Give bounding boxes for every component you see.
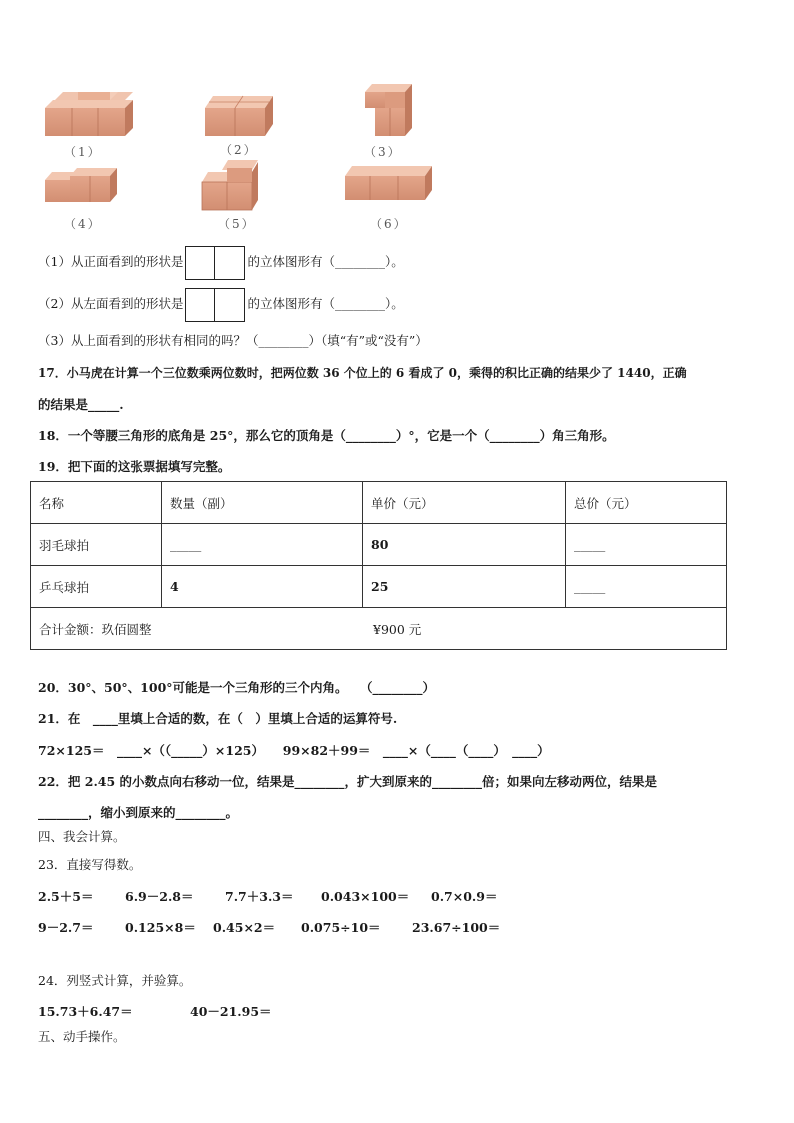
total-value: ¥900 元 bbox=[373, 621, 422, 637]
table-row bbox=[31, 524, 727, 566]
table-header: 名称 bbox=[31, 482, 162, 524]
q16-sub1-prefix: （1）从正面看到的形状是 bbox=[38, 254, 184, 269]
calc-item: 9－2.7＝ bbox=[38, 920, 94, 935]
calc-item: 7.7＋3.3＝ bbox=[225, 889, 294, 904]
table-cell: 25 bbox=[363, 566, 566, 608]
q20: 20．30°、50°、100°可能是一个三角形的三个内角。 （________） bbox=[38, 680, 436, 695]
two-square-shape bbox=[185, 288, 245, 322]
figure-label-3: （3） bbox=[364, 145, 402, 159]
section-4-heading: 四、我会计算。 bbox=[38, 829, 126, 844]
q17-line1: 17．小马虎在计算一个三位数乘两位数时，把两位数 36 个位上的 6 看成了 0，乘得的积比正确的结果少了 1440，正确 bbox=[38, 366, 687, 380]
table-cell: _____ bbox=[566, 566, 727, 608]
calc-item: 6.9－2.8＝ bbox=[125, 889, 194, 904]
figure-2 bbox=[205, 96, 273, 136]
q17-line2: 的结果是_____. bbox=[38, 397, 124, 412]
q16-sub3: （3）从上面看到的形状有相同的吗？（________）（填“有”或“没有”） bbox=[38, 333, 428, 348]
table-cell: _____ bbox=[162, 524, 363, 566]
table-row bbox=[31, 566, 727, 608]
q22-line2: ________，缩小到原来的________。 bbox=[38, 805, 239, 820]
q19-title: 19．把下面的这张票据填写完整。 bbox=[38, 459, 231, 474]
table-cell: 羽毛球拍 bbox=[31, 524, 162, 566]
q16-sub2-prefix: （2）从左面看到的形状是 bbox=[38, 296, 184, 311]
table-cell: 4 bbox=[162, 566, 363, 608]
calc-item: 0.45×2＝ bbox=[213, 920, 276, 935]
q16-sub2 bbox=[38, 287, 404, 322]
figure-label-4: （4） bbox=[64, 217, 102, 231]
calc-item: 2.5＋5＝ bbox=[38, 889, 94, 904]
figure-5 bbox=[202, 160, 258, 210]
figure-label-6: （6） bbox=[370, 217, 408, 231]
q22-line1: 22．把 2.45 的小数点向右移动一位，结果是________，扩大到原来的________倍；如果向左移动两位，结果是 bbox=[38, 774, 658, 789]
total-label: 合计金额：玖佰圆整 bbox=[39, 621, 152, 637]
figure-label-2: （2） bbox=[220, 143, 258, 157]
table-header-row bbox=[31, 482, 727, 524]
figure-label-5: （5） bbox=[218, 217, 256, 231]
section-5-heading: 五、动手操作。 bbox=[38, 1029, 126, 1044]
table-cell: 80 bbox=[363, 524, 566, 566]
table-header: 数量（副） bbox=[162, 482, 363, 524]
figure-4 bbox=[45, 168, 117, 202]
figure-label-1: （1） bbox=[64, 145, 102, 159]
table-total-row bbox=[31, 608, 727, 650]
table-total-cell bbox=[31, 608, 727, 650]
q16-sub2-suffix: 的立体图形有（________）。 bbox=[247, 296, 404, 311]
figure-1 bbox=[45, 92, 133, 136]
figure-6 bbox=[345, 166, 432, 200]
table-cell: 乒乓球拍 bbox=[31, 566, 162, 608]
calc-item: 15.73＋6.47＝ bbox=[38, 1004, 133, 1019]
calc-item: 0.7×0.9＝ bbox=[431, 889, 498, 904]
q23-title: 23．直接写得数。 bbox=[38, 857, 142, 872]
cube-figures bbox=[0, 0, 460, 240]
calc-item: 0.125×8＝ bbox=[125, 920, 196, 935]
table-cell: _____ bbox=[566, 524, 727, 566]
calc-item: 0.043×100＝ bbox=[321, 889, 410, 904]
q16-sub1 bbox=[38, 245, 404, 280]
q21-expr: 72×125＝ ____×（（_____）×125） 99×82＋99＝ ____×（____（____） ____） bbox=[38, 743, 550, 758]
figure-3 bbox=[365, 84, 412, 136]
calc-item: 0.075÷10＝ bbox=[301, 920, 381, 935]
calc-item: 23.67÷100＝ bbox=[412, 920, 501, 935]
q21-title: 21．在 ____里填上合适的数，在（ ）里填上合适的运算符号. bbox=[38, 711, 398, 726]
two-square-shape bbox=[185, 246, 245, 280]
table-header: 单价（元） bbox=[363, 482, 566, 524]
receipt-table bbox=[30, 481, 727, 650]
q18: 18．一个等腰三角形的底角是 25°，那么它的顶角是（________）°，它是一个（________）角三角形。 bbox=[38, 428, 615, 443]
table-header: 总价（元） bbox=[566, 482, 727, 524]
q24-title: 24．列竖式计算，并验算。 bbox=[38, 973, 192, 988]
q16-sub1-suffix: 的立体图形有（________）。 bbox=[247, 254, 404, 269]
calc-item: 40－21.95＝ bbox=[190, 1004, 272, 1019]
